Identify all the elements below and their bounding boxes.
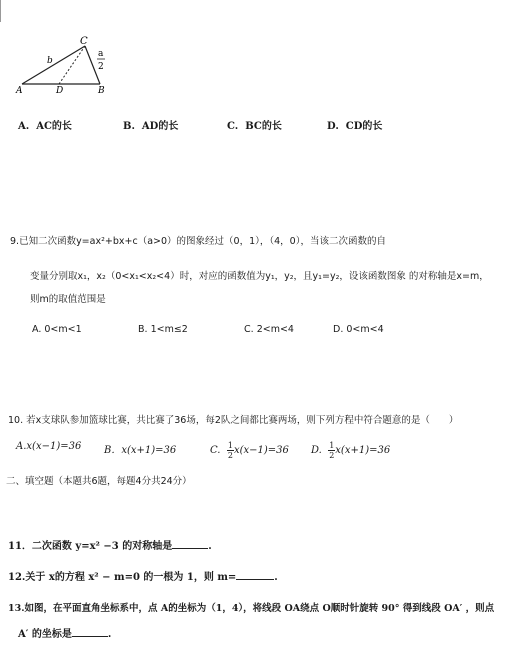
q13-line2: A′ 的坐标是 . (18, 629, 112, 640)
label-d: D (56, 86, 64, 96)
frac-a-den: 2 (98, 62, 104, 72)
side-ac (22, 46, 85, 84)
triangle-figure (14, 34, 114, 96)
frac-a-num: a (98, 49, 104, 59)
q10-c-fraction: $\frac{1}{2}$ (227, 441, 233, 460)
q10-option-a: A.x(x−1)=36 (16, 441, 82, 452)
label-side-b: b (47, 56, 53, 66)
label-c: C (80, 36, 88, 47)
q9-line1: 9.已知二次函数y=ax²+bx+c（a>0）的图象经过（0，1），（4，0），当该二次函数的自 (10, 236, 386, 247)
page-margin-mark (0, 0, 7, 22)
q8-option-a: A. AC的长 (18, 121, 72, 132)
q9-option-d: D. 0<m<4 (333, 324, 384, 335)
q9-option-b: B. 1<m≤2 (138, 324, 188, 335)
q11-blank[interactable] (172, 548, 208, 549)
q12: 12.关于 x的方程 x² − m=0 的一根为 1，则 m= . (8, 572, 278, 583)
label-a: A (16, 86, 23, 96)
q12-blank[interactable] (236, 579, 274, 580)
q11: 11．二次函数 y=x² −3 的对称轴是 . (8, 541, 212, 552)
section2-heading: 二、填空题（本题共6题，每题4分共24分） (6, 476, 192, 487)
segment-cd-dashed (59, 46, 85, 84)
q8-option-d: D. CD的长 (327, 121, 383, 132)
q8-option-c: C. BC的长 (227, 121, 282, 132)
q10-d-fraction: $\frac{1}{2}$ (329, 441, 335, 460)
q9-option-a: A. 0<m<1 (32, 324, 82, 335)
label-b: B (98, 86, 105, 96)
q10-option-d: D. $\frac{1}{2}$ x(x+1)=36 (311, 441, 391, 460)
q10-option-b: B．x(x+1)=36 (104, 445, 177, 456)
q9-option-c: C. 2<m<4 (244, 324, 294, 335)
q9-line3: 则m的取值范围是 (30, 294, 106, 305)
q8-option-b: B. AD的长 (123, 121, 179, 132)
q10-option-c: C. $\frac{1}{2}$ x(x−1)=36 (210, 441, 289, 460)
q13-line1: 13.如图，在平面直角坐标系中，点 A的坐标为（1，4），将线段 OA绕点 O顺时针旋转 90° 得到线段 OA′ ，则点 (8, 603, 495, 614)
q13-blank[interactable] (72, 636, 108, 637)
q10-line1: 10. 若x支球队参加篮球比赛，共比赛了36场，每2队之间都比赛两场，则下列方程中符合题意的是（ ） (8, 415, 459, 426)
q9-line2: 变量分别取x₁，x₂（0<x₁<x₂<4）时，对应的函数值为y₁，y₂，且y₁=y₂，设该函数图象 的对称轴是x=m， (30, 271, 489, 282)
